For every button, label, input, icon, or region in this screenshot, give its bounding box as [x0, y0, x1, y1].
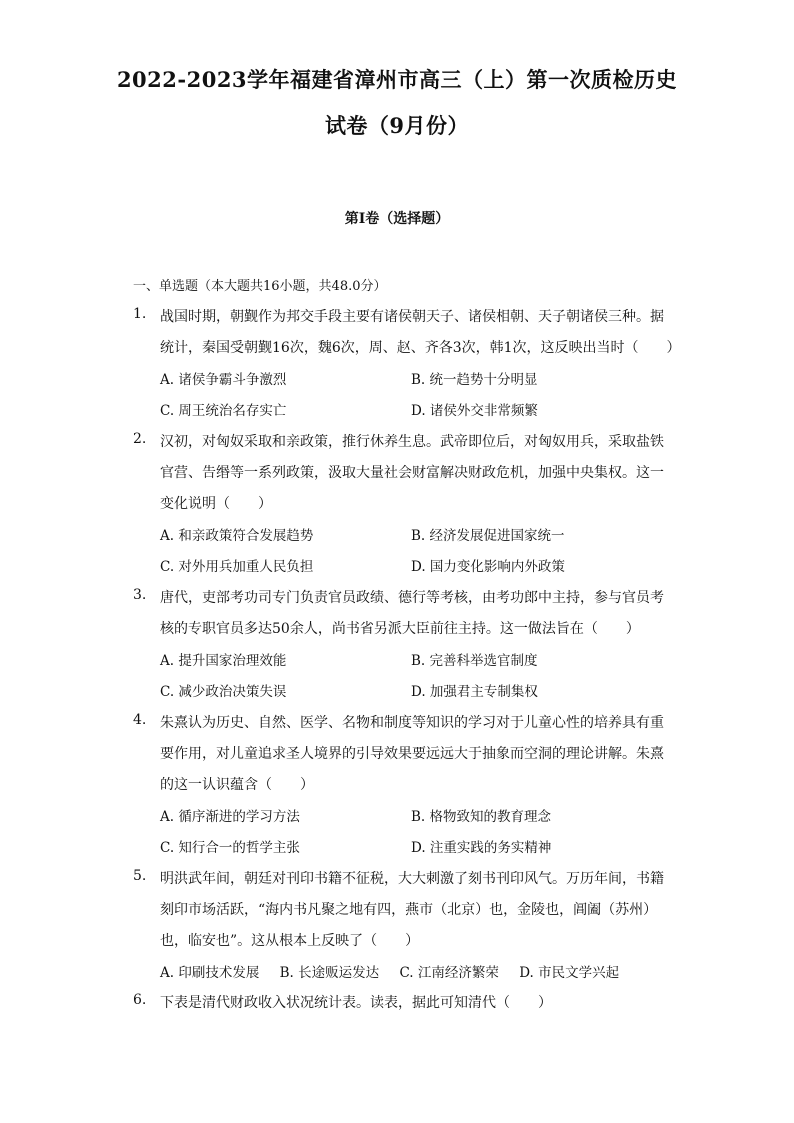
- question-text-line: 统计，秦国受朝觐16次，魏6次，周、赵、齐各3次，韩1次，这反映出当时（ ）: [160, 340, 681, 356]
- question-text-line: 下表是清代财政收入状况统计表。读表，据此可知清代（ ）: [160, 995, 552, 1011]
- option-c: C. 减少政治决策失误: [160, 684, 287, 700]
- question-number: 4.: [133, 712, 147, 728]
- question-text-line: 明洪武年间，朝廷对刊印书籍不征税，大大刺激了刻书刊印风气。万历年间，书籍: [160, 871, 664, 887]
- question-text-line: 也，临安也”。这从根本上反映了（ ）: [160, 933, 420, 949]
- question-number: 6.: [133, 992, 147, 1008]
- document-title-line1: 2022-2023学年福建省漳州市高三（上）第一次质检历史: [116, 67, 678, 92]
- option-d: D. 国力变化影响内外政策: [411, 559, 565, 575]
- document-title-line2: 试卷（9月份）: [324, 113, 470, 138]
- question-text-line: 战国时期，朝觐作为邦交手段主要有诸侯朝天子、诸侯相朝、天子朝诸侯三种。据: [160, 309, 664, 325]
- question-number: 1.: [133, 306, 147, 322]
- option-d: D. 市民文学兴起: [519, 965, 620, 981]
- question-number: 3.: [133, 587, 147, 603]
- question-text-line: 要作用，对儿童追求圣人境界的引导效果要远远大于抽象而空洞的理论讲解。朱熹: [160, 746, 664, 762]
- option-b: B. 完善科举选官制度: [411, 653, 538, 669]
- question-text-line: 唐代，吏部考功司专门负责官员政绩、德行等考核，由考功郎中主持，参与官员考: [160, 590, 664, 606]
- options-row: [160, 961, 635, 981]
- section-heading: 一、单选题（本大题共16小题，共48.0分）: [133, 279, 387, 294]
- question-text-line: 核的专职官员多达50余人，尚书省另派大臣前往主持。这一做法旨在（ ）: [160, 621, 640, 637]
- option-a: A. 印刷技术发展: [160, 965, 260, 981]
- question-text-line: 朱熹认为历史、自然、医学、名物和制度等知识的学习对于儿童心性的培养具有重: [160, 715, 664, 731]
- option-b: B. 经济发展促进国家统一: [411, 528, 565, 544]
- question-text-line: 官营、告缗等一系列政策，汲取大量社会财富解决财政危机，加强中央集权。这一: [160, 465, 664, 481]
- question-number: 5.: [133, 868, 147, 884]
- question-number: 2.: [133, 431, 147, 447]
- question-text-line: 变化说明（ ）: [160, 496, 272, 512]
- question-text-line: 刻印市场活跃，“海内书凡聚之地有四，燕市（北京）也，金陵也，阊阖（苏州）: [160, 902, 658, 918]
- option-a: A. 提升国家治理效能: [160, 653, 287, 669]
- option-b: B. 长途贩运发达: [279, 965, 380, 981]
- option-c: C. 对外用兵加重人民负担: [160, 559, 314, 575]
- option-d: D. 诸侯外交非常频繁: [411, 403, 538, 419]
- option-b: B. 统一趋势十分明显: [411, 372, 538, 388]
- option-b: B. 格物致知的教育理念: [411, 809, 552, 825]
- option-d: D. 注重实践的务实精神: [411, 840, 552, 856]
- volume-heading: 第I卷（选择题）: [344, 211, 450, 227]
- option-c: C. 知行合一的哲学主张: [160, 840, 300, 856]
- option-c: C. 周王统治名存实亡: [160, 403, 287, 419]
- option-d: D. 加强君主专制集权: [411, 684, 538, 700]
- question-text-line: 的这一认识蕴含（ ）: [160, 777, 314, 793]
- question-text-line: 汉初，对匈奴采取和亲政策，推行休养生息。武帝即位后，对匈奴用兵，采取盐铁: [160, 434, 664, 450]
- option-a: A. 诸侯争霸斗争激烈: [160, 372, 287, 388]
- option-a: A. 循序渐进的学习方法: [160, 809, 300, 825]
- option-c: C. 江南经济繁荣: [399, 965, 499, 981]
- option-a: A. 和亲政策符合发展趋势: [160, 528, 314, 544]
